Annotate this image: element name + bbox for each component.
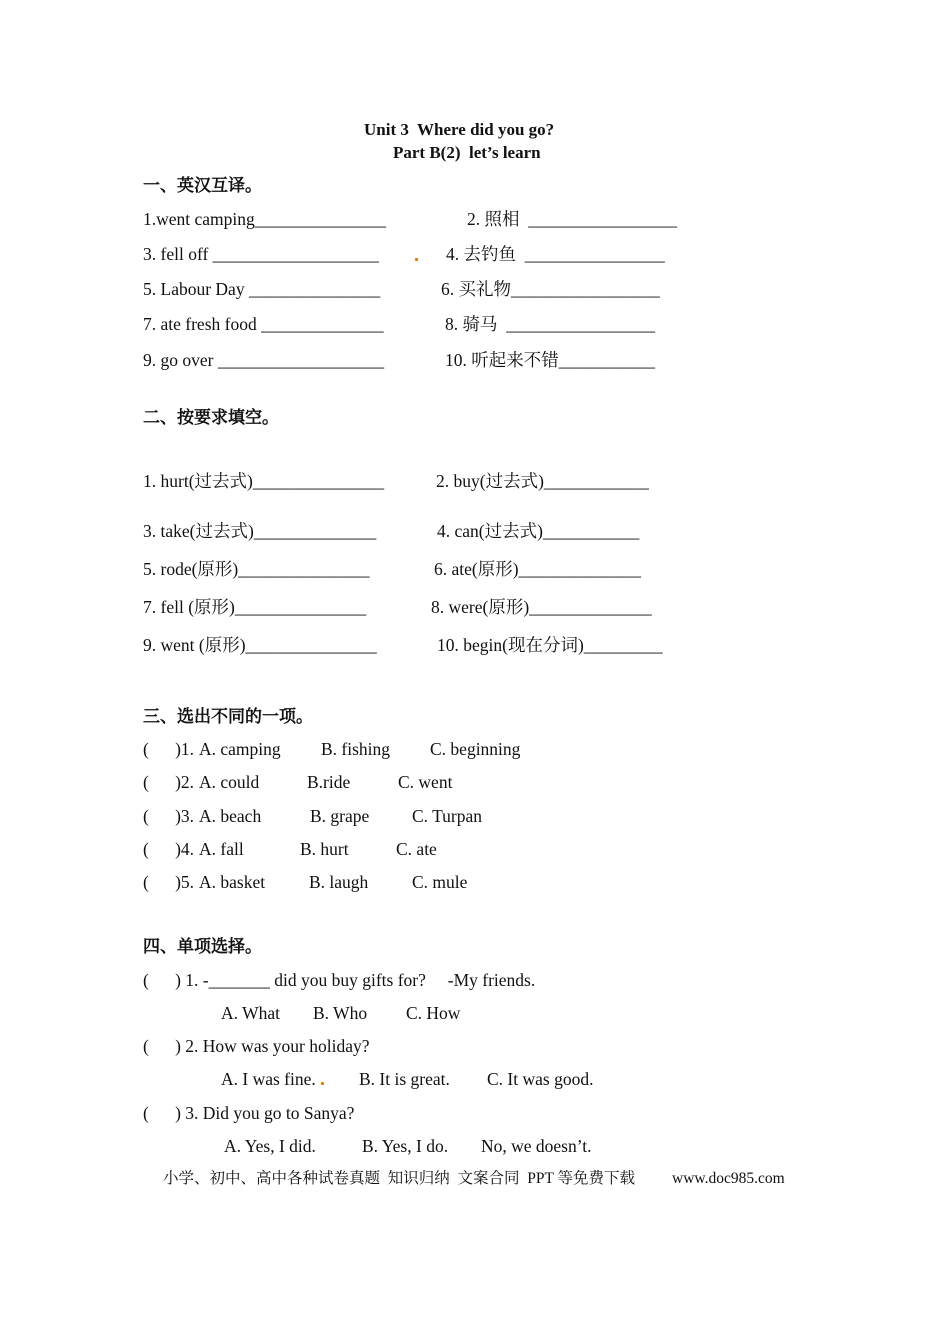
s3-q1-option-a: A. camping [199, 739, 281, 759]
s1-item-9: 9. go over ___________________ [143, 350, 385, 370]
s1-item-6: 6. 买礼物_________________ [441, 279, 660, 299]
s3-q3-option-b: B. grape [310, 806, 370, 826]
s4-q1-option-a: A. What [221, 1003, 280, 1023]
s4-q1-option-b: B. Who [313, 1003, 368, 1023]
section-3-heading: 三、选出不同的一项。 [143, 707, 313, 727]
s4-q2-option-a: A. I was fine. [221, 1069, 316, 1089]
s3-q1-option-b: B. fishing [321, 739, 391, 759]
section-4-heading: 四、单项选择。 [143, 937, 262, 957]
s4-q3-option-a: A. Yes, I did. [224, 1136, 316, 1156]
s1-item-2: 2. 照相 _________________ [467, 209, 677, 229]
s2-item-8: 8. were(原形)______________ [431, 597, 652, 617]
s3-q5-option-c: C. mule [412, 872, 468, 892]
section-2-heading: 二、按要求填空。 [143, 408, 279, 428]
s3-q2-number: ( )2. [143, 772, 195, 792]
s3-q3-option-c: C. Turpan [412, 806, 483, 826]
s4-q2-option-c: C. It was good. [487, 1069, 594, 1089]
marker-dot [415, 258, 418, 261]
s3-q4-option-a: A. fall [199, 839, 244, 859]
s2-item-10: 10. begin(现在分词)_________ [437, 635, 663, 655]
s4-q3-option-b: B. Yes, I do. [362, 1136, 449, 1156]
s3-q2-option-a: A. could [199, 772, 260, 792]
s1-item-8: 8. 骑马 _________________ [445, 314, 655, 334]
s4-q3-option-c: No, we doesn’t. [481, 1136, 592, 1156]
title-line-2: Part B(2) let’s learn [393, 143, 541, 162]
s2-item-6: 6. ate(原形)______________ [434, 559, 642, 579]
s2-item-2: 2. buy(过去式)____________ [436, 471, 649, 491]
title-line-1: Unit 3 Where did you go? [364, 120, 555, 139]
s1-item-3: 3. fell off ___________________ [143, 244, 379, 264]
s1-item-7: 7. ate fresh food ______________ [143, 314, 384, 334]
s1-item-5: 5. Labour Day _______________ [143, 279, 381, 299]
s2-item-7: 7. fell (原形)_______________ [143, 597, 367, 617]
s3-q3-number: ( )3. [143, 806, 195, 826]
s2-item-4: 4. can(过去式)___________ [437, 521, 640, 541]
s3-q2-option-b: B.ride [307, 772, 351, 792]
s3-q5-option-b: B. laugh [309, 872, 369, 892]
s4-q3-stem: ( ) 3. Did you go to Sanya? [143, 1103, 355, 1123]
s2-item-9: 9. went (原形)_______________ [143, 635, 377, 655]
footer-text: 小学、初中、高中各种试卷真题 知识归纳 文案合同 PPT 等免费下载 [163, 1170, 636, 1187]
s2-item-1: 1. hurt(过去式)_______________ [143, 471, 385, 491]
s1-item-4: 4. 去钓鱼 ________________ [446, 244, 665, 264]
footer-url[interactable]: www.doc985.com [672, 1170, 785, 1187]
s2-item-5: 5. rode(原形)_______________ [143, 559, 370, 579]
s3-q1-option-c: C. beginning [430, 739, 521, 759]
s4-q2-option-b: B. It is great. [359, 1069, 450, 1089]
s3-q2-option-c: C. went [398, 772, 453, 792]
s4-q2-stem: ( ) 2. How was your holiday? [143, 1036, 370, 1056]
s3-q4-number: ( )4. [143, 839, 195, 859]
s2-item-3: 3. take(过去式)______________ [143, 521, 377, 541]
s1-item-1: 1.went camping_______________ [143, 209, 387, 229]
s3-q4-option-b: B. hurt [300, 839, 349, 859]
s4-q1-option-c: C. How [406, 1003, 461, 1023]
s3-q1-number: ( )1. [143, 739, 195, 759]
s1-item-10: 10. 听起来不错___________ [445, 350, 655, 370]
s4-q1-stem: ( ) 1. -_______ did you buy gifts for? -My friends. [143, 970, 536, 990]
s3-q4-option-c: C. ate [396, 839, 437, 859]
s3-q5-option-a: A. basket [199, 872, 266, 892]
s3-q5-number: ( )5. [143, 872, 195, 892]
marker-dot [321, 1082, 324, 1085]
section-1-heading: 一、英汉互译。 [143, 176, 262, 196]
s3-q3-option-a: A. beach [199, 806, 262, 826]
